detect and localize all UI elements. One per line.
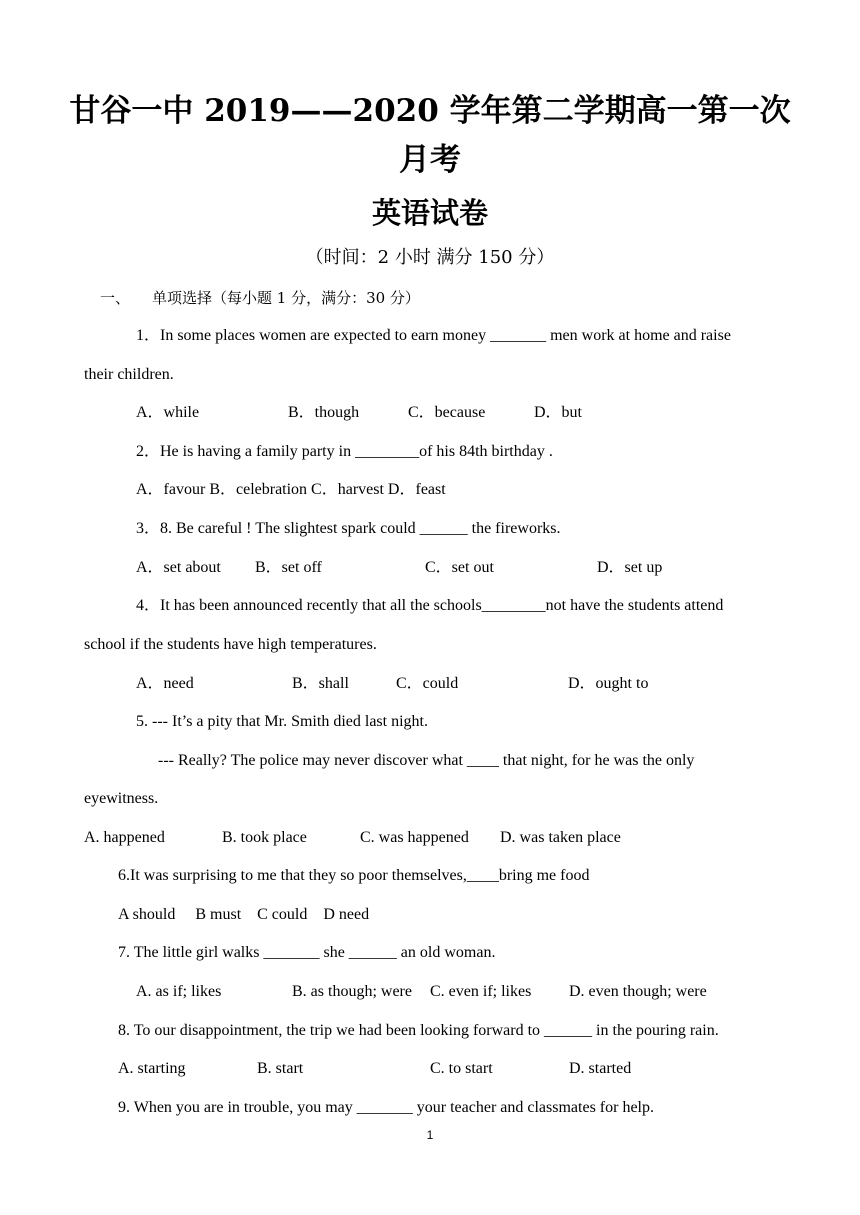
question-4-stem: 4．It has been announced recently that all the schools________not have the students attend [136, 597, 724, 614]
question-5-option-c: C. was happened [360, 829, 469, 846]
question-4-option-b: B．shall [292, 675, 349, 692]
question-8-option-a: A. starting [118, 1060, 186, 1077]
question-4-option-d: D．ought to [568, 675, 649, 692]
question-8-stem: 8. To our disappointment, the trip we had been looking forward to ______ in the pouring rain. [118, 1022, 719, 1039]
question-1-option-a: A．while [136, 404, 200, 421]
question-2-options: A．favour B．celebration C．harvest D．feast [136, 481, 446, 498]
question-7-option-b: B. as though; were [292, 983, 412, 1000]
question-1-option-c: C．because [408, 404, 486, 421]
question-9-stem: 9. When you are in trouble, you may _______ your teacher and classmates for help. [118, 1099, 654, 1116]
section-title: 单项选择（每小题 1 分，满分：30 分） [152, 289, 420, 307]
exam-subtitle: 英语试卷 [371, 196, 488, 230]
question-2-stem: 2．He is having a family party in ________of his 84th birthday . [136, 443, 553, 460]
question-1-option-d: D．but [534, 404, 583, 421]
question-3-option-a: A．set about [136, 559, 221, 576]
section-heading [100, 286, 420, 310]
question-3-option-b: B．set off [255, 559, 322, 576]
question-7-option-a: A. as if; likes [136, 983, 222, 1000]
question-5-option-d: D. was taken place [500, 829, 621, 846]
question-1-stem-cont: their children. [84, 366, 174, 383]
question-5-stem: 5. --- It’s a pity that Mr. Smith died last night. [136, 713, 428, 730]
question-6-options: A should B must C could D need [118, 906, 370, 923]
question-8-option-d: D. started [569, 1060, 632, 1077]
question-4-stem-cont: school if the students have high temperatures. [84, 636, 377, 653]
exam-info: （时间：2 小时 满分 150 分） [305, 247, 555, 268]
question-3-stem: 3．8. Be careful ! The slightest spark could ______ the fireworks. [136, 520, 561, 537]
question-7-option-d: D. even though; were [569, 983, 707, 1000]
question-5-reply: --- Really? The police may never discover what ____ that night, for he was the only [158, 752, 695, 769]
question-1-option-b: B．though [288, 404, 360, 421]
question-5-reply-cont: eyewitness. [84, 790, 159, 807]
question-3-option-c: C．set out [425, 559, 494, 576]
question-6-stem: 6.It was surprising to me that they so poor themselves,____bring me food [118, 867, 590, 884]
question-5-option-b: B. took place [222, 829, 307, 846]
section-number: 一、 [100, 289, 131, 307]
exam-title-line2: 月考 [399, 142, 461, 178]
question-7-stem: 7. The little girl walks _______ she ______ an old woman. [118, 944, 496, 961]
question-4-option-c: C．could [396, 675, 459, 692]
question-8-option-b: B. start [257, 1060, 304, 1077]
question-7-option-c: C. even if; likes [430, 983, 532, 1000]
question-8-option-c: C. to start [430, 1060, 493, 1077]
question-4-option-a: A．need [136, 675, 194, 692]
question-3-option-d: D．set up [597, 559, 663, 576]
page-number: 1 [426, 1128, 434, 1142]
exam-title-line1: 甘谷一中 2019——2020 学年第二学期高一第一次 [69, 93, 791, 129]
question-5-option-a: A. happened [84, 829, 165, 846]
question-1-stem: 1．In some places women are expected to earn money _______ men work at home and raise [136, 327, 731, 344]
